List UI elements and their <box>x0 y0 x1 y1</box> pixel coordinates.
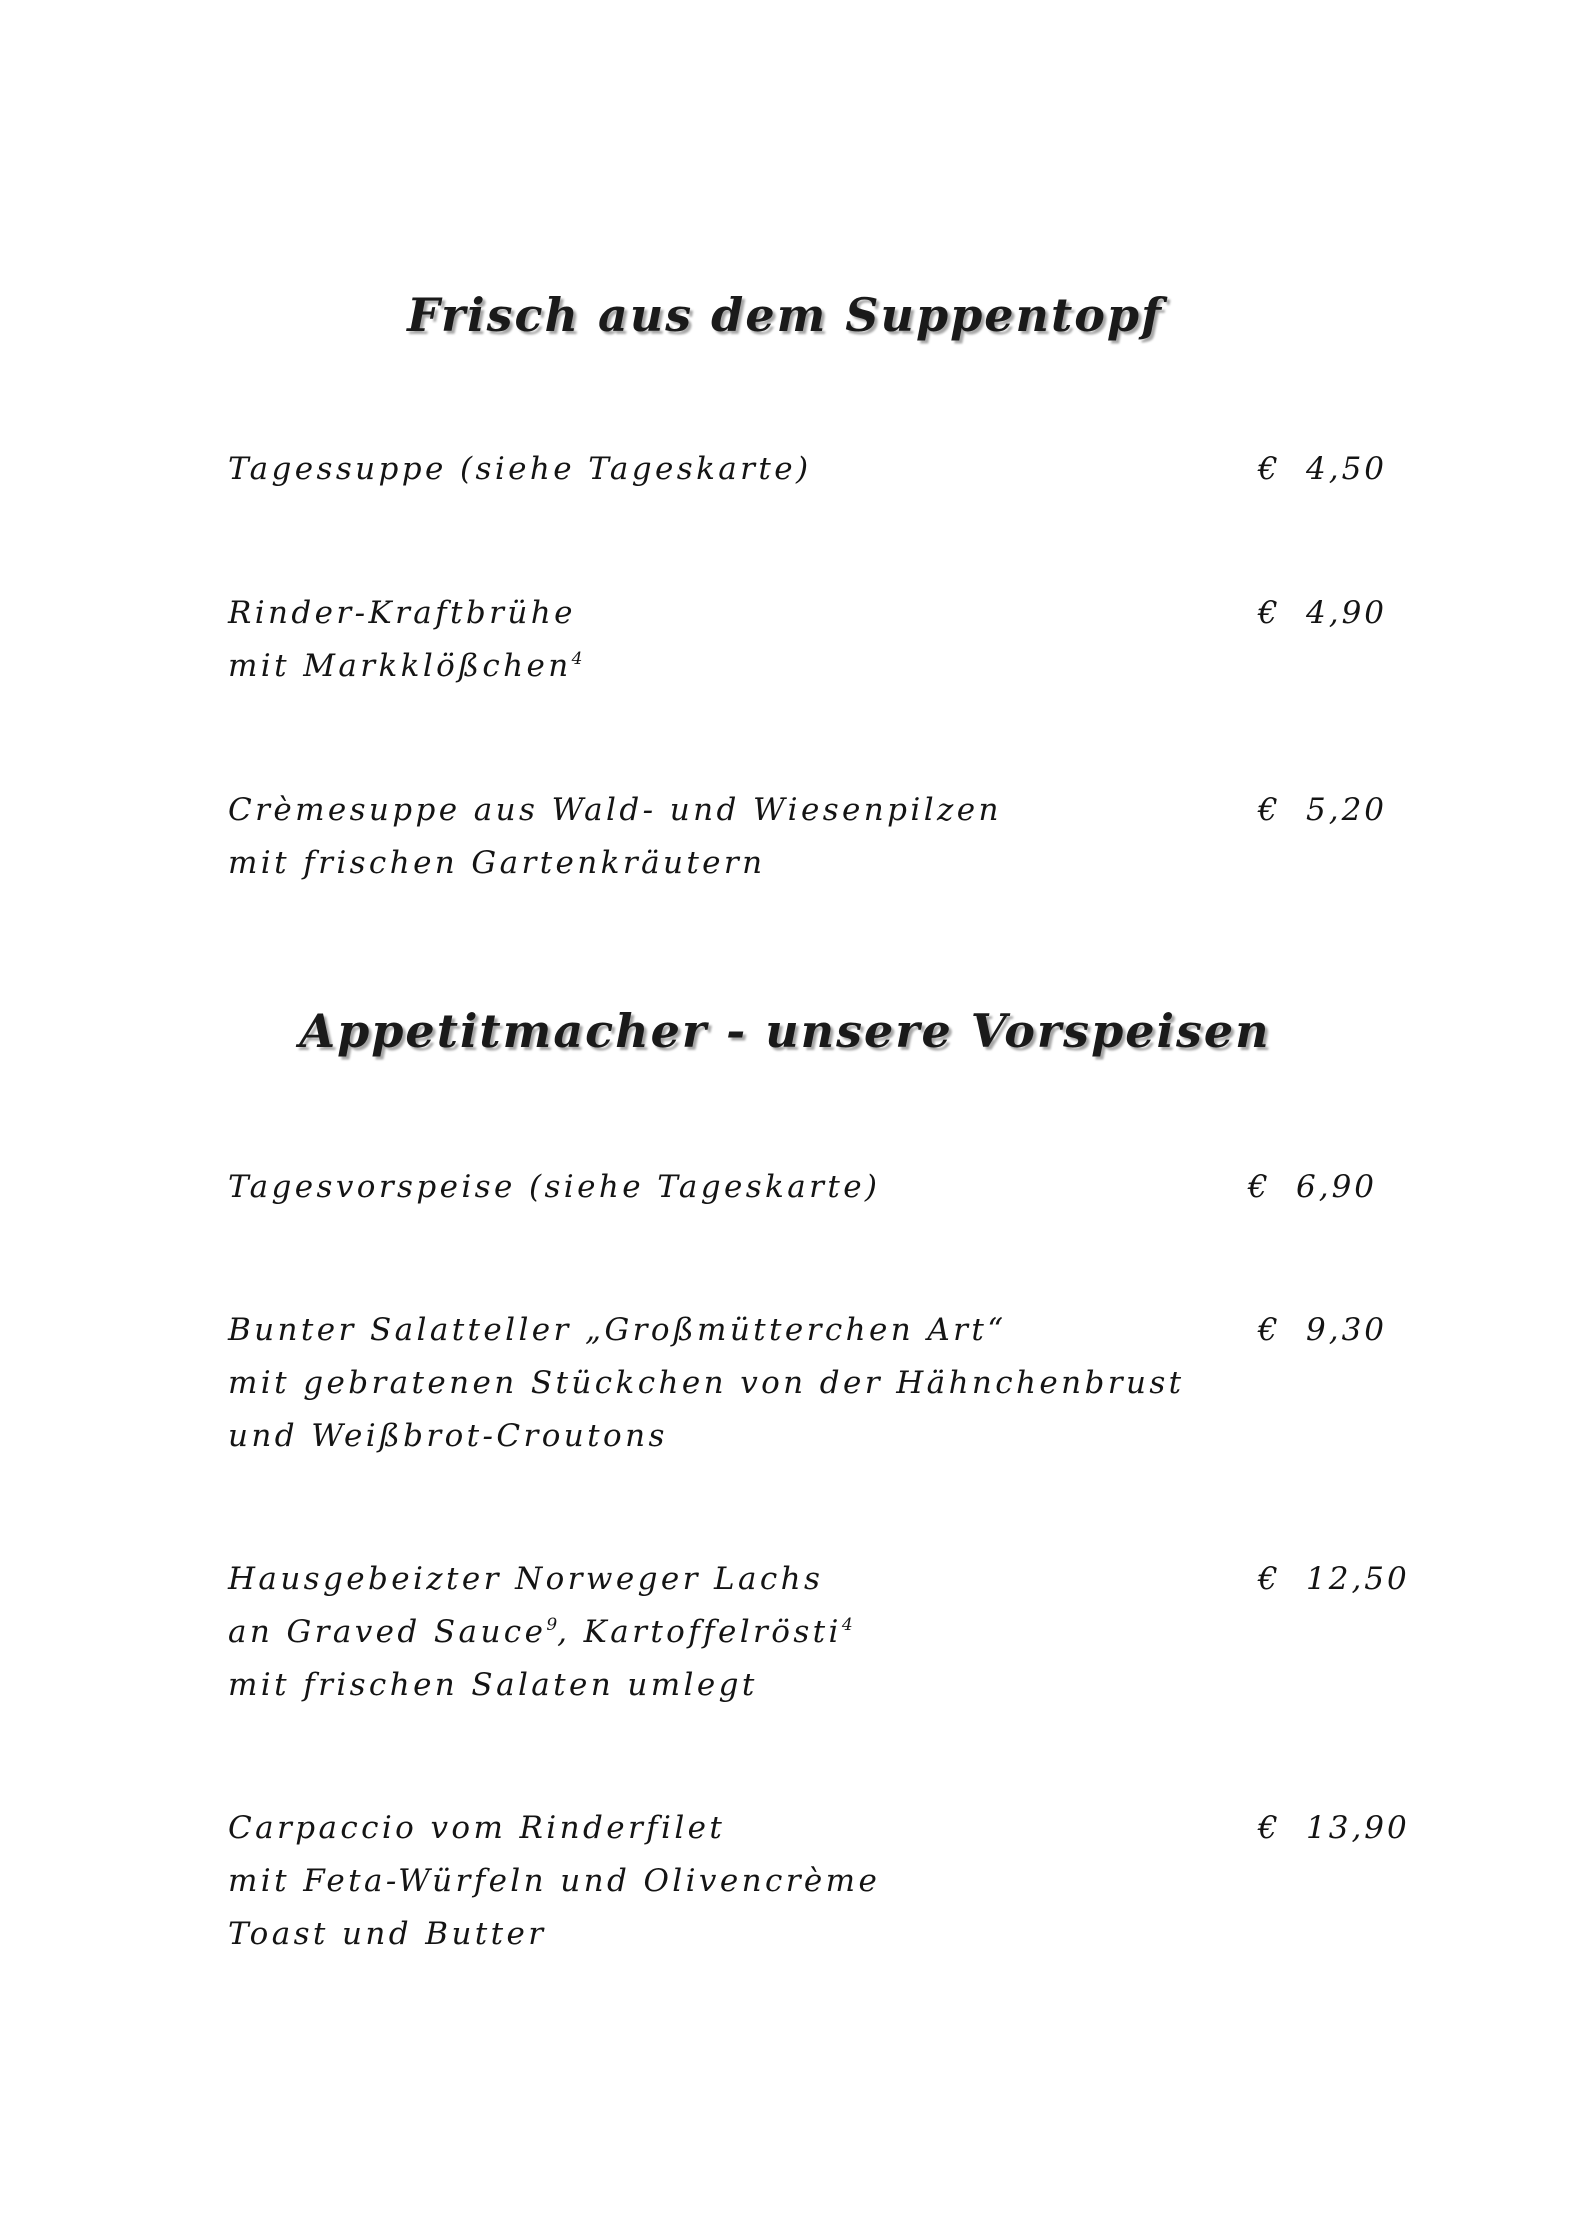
dish-name: Tagesvorspeise (siehe Tageskarte) <box>228 1169 881 1205</box>
dish-name: Carpaccio vom Rinderfilet <box>228 1810 726 1846</box>
menu-item <box>228 1802 1410 1961</box>
currency-symbol: € <box>1248 1169 1271 1205</box>
dish-description: Toast und Butter <box>228 1916 547 1952</box>
allergen-note: 9 <box>546 1615 558 1635</box>
section-title-soups: Frisch aus dem Suppentopf <box>407 288 1163 342</box>
dish-description-text: an Graved Sauce <box>228 1614 547 1650</box>
dish-description: mit frischen Gartenkräutern <box>228 845 766 881</box>
menu-item <box>228 1553 1410 1712</box>
dish-name: Crèmesuppe aus Wald- und Wiesenpilzen <box>228 792 1002 828</box>
price <box>1258 587 1418 640</box>
dish-description-text: , Kartoffelrösti <box>557 1614 842 1650</box>
price-value: 13,90 <box>1306 1810 1410 1846</box>
menu-item <box>228 587 1388 693</box>
currency-symbol: € <box>1258 1561 1281 1597</box>
price <box>1258 443 1418 496</box>
price-value: 5,20 <box>1306 792 1388 828</box>
dish-name: Rinder-Kraftbrühe <box>228 595 576 631</box>
price <box>1258 1304 1418 1357</box>
dish-description: und Weißbrot-Croutons <box>228 1418 668 1454</box>
price-value: 6,90 <box>1296 1169 1378 1205</box>
currency-symbol: € <box>1258 595 1281 631</box>
dish-description <box>228 640 1388 693</box>
dish-description: mit frischen Salaten umlegt <box>228 1667 758 1703</box>
currency-symbol: € <box>1258 792 1281 828</box>
menu-item <box>228 784 1388 890</box>
menu-item <box>228 443 1388 496</box>
currency-symbol: € <box>1258 1810 1281 1846</box>
menu-item <box>228 1304 1388 1463</box>
dish-description: mit gebratenen Stückchen von der Hähnchenbrust <box>228 1365 1185 1401</box>
dish-description-text: mit Markklößchen <box>228 648 572 684</box>
dish-name: Bunter Salatteller „Großmütterchen Art“ <box>228 1312 1007 1348</box>
price-value: 4,90 <box>1306 595 1388 631</box>
price <box>1248 1161 1408 1214</box>
dish-description <box>228 1606 1388 1659</box>
dish-description: mit Feta-Würfeln und Olivencrème <box>228 1863 881 1899</box>
currency-symbol: € <box>1258 451 1281 487</box>
allergen-note: 4 <box>841 1615 853 1635</box>
price-value: 12,50 <box>1306 1561 1410 1597</box>
price <box>1258 784 1418 837</box>
section-title-starters: Appetitmacher - unsere Vorspeisen <box>299 1004 1271 1058</box>
allergen-note: 4 <box>571 649 583 669</box>
menu-item <box>228 1161 1388 1214</box>
currency-symbol: € <box>1258 1312 1281 1348</box>
dish-name: Hausgebeizter Norweger Lachs <box>228 1561 824 1597</box>
price-value: 4,50 <box>1306 451 1388 487</box>
price <box>1258 1802 1418 1855</box>
price <box>1258 1553 1418 1606</box>
dish-name: Tagessuppe (siehe Tageskarte) <box>228 451 812 487</box>
price-value: 9,30 <box>1306 1312 1388 1348</box>
